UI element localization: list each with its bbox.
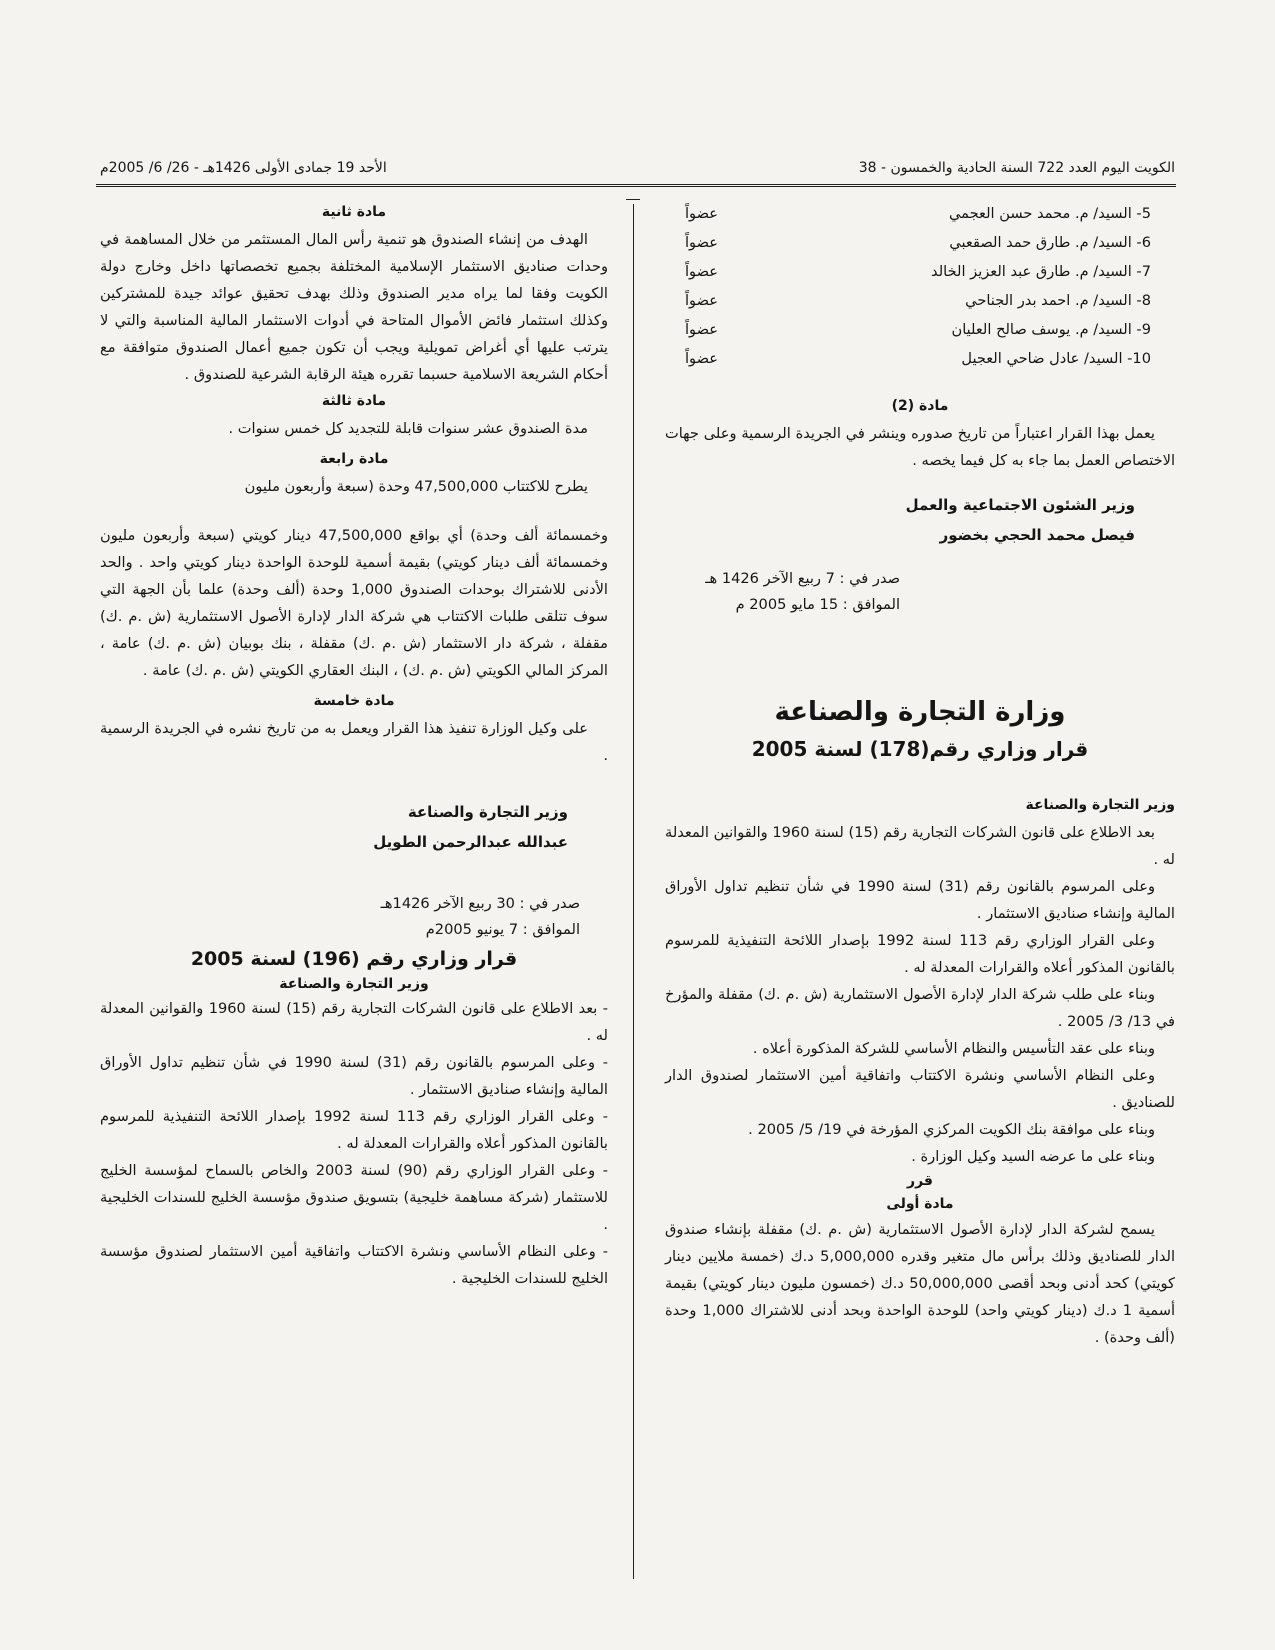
signatory-2-title: وزير التجارة والصناعة [407,803,568,821]
column-divider-tick [626,199,640,200]
header-issue-info: الكويت اليوم العدد 722 السنة الحادية والخمسون - 38 [858,160,1175,176]
decision-178-title: قرار وزاري رقم(178) لسنة 2005 [751,737,1089,761]
member-role: عضواً [685,263,718,280]
member-name: 7- السيد/ م. طارق عبد العزيز الخالد [931,263,1151,280]
signatory-1-name: فيصل محمد الحجي بخضور [939,526,1135,544]
member-row [685,286,1151,315]
preamble-item: بعد الاطلاع على قانون الشركات التجارية رقم (15) لسنة 1960 والقوانين المعدلة له . [665,824,1175,868]
decision-196-title: قرار وزاري رقم (196) لسنة 2005 [190,948,518,970]
article-third-title: مادة ثالثة [321,393,387,409]
member-row [685,344,1151,373]
corresponding-date-1: الموافق : 15 مايو 2005 م [735,596,900,613]
member-row [685,257,1151,286]
header-date: الأحد 19 جمادى الأولى 1426هـ - 26/ 6/ 2005م [100,160,387,176]
member-name: 10- السيد/ عادل ضاحي العجيل [961,350,1151,367]
article-fourth-first-line: يطرح للاكتتاب 47,500,000 وحدة (سبعة وأربعون مليون [244,478,588,495]
article-2-title: مادة (2) [891,398,949,414]
article-second-text: الهدف من إنشاء الصندوق هو تنمية رأس المال المستثمر من خلال المساهمة في وحدات صناديق الاستثمار الإسلامية المختلفة بجميع تخصصاتها داخل وخارج دولة الكويت وفقا لما يراه مدير الصندوق وذلك بهدف تحقيق عوائد جيدة للمشتركين وكذلك استثمار فائض الأموال المتاحة في أدوات الاستثمار المالية المناسبة والتي لا يترتب عليها أي أغراض تمويلية ويجب أن تكون جميع أعمال الصندوق متوافقة مع أحكام الشريعة الاسلامية حسبما تقرره هيئة الرقابة الشرعية للصندوق . [100,231,608,383]
header-rule [96,184,1176,187]
preamble-item: وبناء على طلب شركة الدار لإدارة الأصول الاستثمارية (ش .م .ك) مقفلة والمؤرخ في 13/ 3/ 2005 . [665,986,1175,1030]
member-role: عضواً [685,234,718,251]
left-column [100,199,608,1292]
issued-date-2: صدر في : 30 ربيع الآخر 1426هـ [380,895,580,912]
member-name: 5- السيد/ م. محمد حسن العجمي [949,205,1151,222]
preamble-item: - بعد الاطلاع على قانون الشركات التجارية رقم (15) لسنة 1960 والقوانين المعدلة له . [100,1000,608,1044]
signatory-2-name: عبدالله عبدالرحمن الطويل [373,833,568,851]
right-column [665,199,1175,1351]
member-name: 6- السيد/ م. طارق حمد الصقعبي [949,234,1151,251]
committee-members-list [665,199,1175,373]
article-third-text: مدة الصندوق عشر سنوات قابلة للتجديد كل خمس سنوات . [228,420,588,437]
issued-date-1: صدر في : 7 ربيع الآخر 1426 هـ [705,570,900,587]
member-row [685,228,1151,257]
article-second-title: مادة ثانية [321,204,387,220]
member-role: عضواً [685,321,718,338]
member-role: عضواً [685,292,718,309]
article-1-text: يسمح لشركة الدار لإدارة الأصول الاستثمارية (ش .م .ك) مقفلة بإنشاء صندوق الدار للصناديق وذلك برأس مال متغير وقدره 5,000,000 د.ك (خمسة ملايين دينار كويتي) كحد أدنى وبحد أقصى 50,000,000 د.ك (خمسون مليون دينار كويتي) بقيمة أسمية 1 د.ك (دينار كويتي واحد) للوحدة الواحدة وبحد أدنى للاشتراك 1,000 وحدة (ألف وحدة) . [665,1221,1176,1346]
preamble-item: - وعلى القرار الوزاري رقم (90) لسنة 2003 والخاص بالسماح لمؤسسة الخليج للاستثمار (شركة مساهمة خليجية) بتسويق صندوق مؤسسة الخليج للسندات الخليجية . [100,1162,608,1233]
corresponding-date-2: الموافق : 7 يونيو 2005م [425,921,580,938]
decided-heading: قرر [907,1173,933,1189]
signatory-1-title: وزير الشئون الاجتماعية والعمل [905,496,1135,514]
preamble-item: وعلى القرار الوزاري رقم 113 لسنة 1992 بإصدار اللائحة التنفيذية للمرسوم بالقانون المذكور أعلاه والقرارات المعدلة له . [665,932,1175,976]
member-row [685,315,1151,344]
column-divider [633,204,634,1579]
preamble-item: - وعلى المرسوم بالقانون رقم (31) لسنة 1990 في شأن تنظيم تداول الأوراق المالية وإنشاء صناديق الاستثمار . [100,1054,608,1098]
preamble-item: وعلى المرسوم بالقانون رقم (31) لسنة 1990 في شأن تنظيم تداول الأوراق المالية وإنشاء صناديق الاستثمار . [665,878,1175,922]
article-fifth-title: مادة خامسة [313,693,395,709]
member-role: عضواً [685,350,718,367]
article-2-text: يعمل بهذا القرار اعتباراً من تاريخ صدوره وينشر في الجريدة الرسمية وعلى جهات الاختصاص العمل بما جاء به كل فيما يخصه . [665,425,1175,469]
preamble-item: - وعلى القرار الوزاري رقم 113 لسنة 1992 بإصدار اللائحة التنفيذية للمرسوم بالقانون المذكور أعلاه والقرارات المعدلة له . [100,1108,608,1152]
preamble-item: - وعلى النظام الأساسي ونشرة الاكتتاب واتفاقية أمين الاستثمار لصندوق مؤسسة الخليج للسندات الخليجية . [100,1243,608,1287]
minister-heading: وزير التجارة والصناعة [1025,797,1175,813]
preamble-item: وبناء على عقد التأسيس والنظام الأساسي للشركة المذكورة أعلاه . [752,1040,1155,1057]
member-row [685,199,1151,228]
member-role: عضواً [685,205,718,222]
article-fourth-title: مادة رابعة [319,451,389,467]
preamble-item: وبناء على موافقة بنك الكويت المركزي المؤرخة في 19/ 5/ 2005 . [748,1121,1155,1138]
member-name: 8- السيد/ م. احمد بدر الجناحي [965,292,1151,309]
ministry-title: وزارة التجارة والصناعة [774,697,1066,727]
preamble-item: وعلى النظام الأساسي ونشرة الاكتتاب واتفاقية أمين الاستثمار لصندوق الدار للصناديق . [665,1067,1175,1111]
minister-heading-2: وزير التجارة والصناعة [279,976,429,992]
preamble-item: وبناء على ما عرضه السيد وكيل الوزارة . [911,1148,1155,1165]
member-name: 9- السيد/ م. يوسف صالح العليان [951,321,1151,338]
article-fifth-text: على وكيل الوزارة تنفيذ هذا القرار ويعمل به من تاريخ نشره في الجريدة الرسمية . [100,720,608,764]
article-fourth-text: وخمسمائة ألف وحدة) أي بواقع 47,500,000 دينار كويتي (سبعة وأربعون مليون وخمسمائة ألف دينار كويتي) بقيمة أسمية للوحدة الواحدة دينار كويتي واحد . والحد الأدنى للاشتراك بوحدات الصندوق 1,000 وحدة (ألف وحدة) علما بأن الجهة التي سوف تتلقى طلبات الاكتتاب هي شركة الدار لإدارة الأصول الاستثمارية (ش .م .ك) مقفلة ، شركة دار الاستثمار (ش .م .ك) مقفلة ، بنك بوبيان (ش .م .ك) عامة ، المركز المالي الكويتي (ش .م .ك) ، البنك العقاري الكويتي (ش .م .ك) عامة . [100,527,609,679]
article-1-title: مادة أولى [886,1196,954,1212]
